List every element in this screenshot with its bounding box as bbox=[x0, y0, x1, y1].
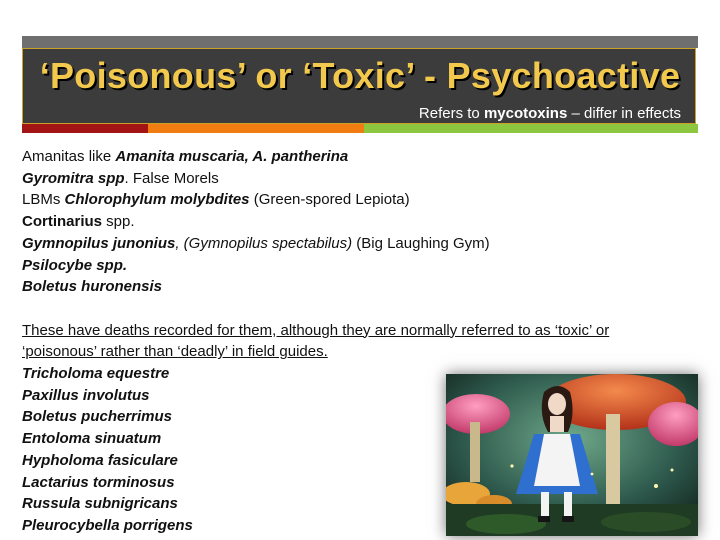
color-stripes bbox=[22, 124, 698, 133]
subtitle-before: Refers to bbox=[418, 105, 484, 122]
list-item bbox=[22, 189, 682, 211]
stripe-green bbox=[364, 124, 698, 133]
list-item: Pleurocybella porrigens bbox=[22, 516, 193, 534]
species-name: Boletus huronensis bbox=[22, 278, 163, 296]
list-item: Hypholoma fasiculare bbox=[22, 451, 178, 469]
list-item: Boletus pucherrimus bbox=[22, 408, 173, 426]
text: spp. bbox=[102, 213, 135, 231]
stripe-orange bbox=[148, 124, 364, 133]
list-item: Tricholoma equestre bbox=[22, 365, 170, 383]
species-name: Gymnopilus junonius bbox=[22, 234, 176, 252]
list-item: Lactarius torminosus bbox=[22, 473, 175, 491]
text: (Green-spored Lepiota) bbox=[249, 191, 410, 209]
list-item bbox=[22, 276, 682, 298]
subtitle-bold: mycotoxins bbox=[483, 105, 568, 122]
list-item bbox=[22, 146, 682, 168]
spacer bbox=[22, 298, 682, 320]
text: Amanitas like bbox=[22, 148, 116, 165]
slide-subtitle bbox=[419, 105, 681, 122]
list-item bbox=[22, 211, 682, 233]
list-item: Russula subnigricans bbox=[22, 495, 178, 513]
list-item bbox=[22, 255, 682, 277]
species-name: Psilocybe spp. bbox=[22, 256, 128, 274]
text: LBMs bbox=[22, 191, 65, 209]
note-line: ‘poisonous’ rather than ‘deadly’ in field guides. bbox=[22, 343, 328, 361]
note-line: These have deaths recorded for them, although they are normally referred to as ‘toxic’ or bbox=[22, 321, 610, 339]
species-name: Chlorophylum molybdites bbox=[64, 191, 250, 209]
species-name: Gyromitra spp bbox=[22, 169, 125, 187]
alice-mushroom-illustration bbox=[446, 374, 698, 536]
list-item bbox=[22, 168, 682, 190]
slide-title: ‘Poisonous’ or ‘Toxic’ - Psychoactive bbox=[39, 55, 681, 96]
subtitle-after: – differ in effects bbox=[567, 105, 681, 122]
list-item bbox=[22, 233, 682, 255]
list-item: Entoloma sinuatum bbox=[22, 430, 162, 448]
text: . False Morels bbox=[124, 169, 219, 187]
list-item: Paxillus involutus bbox=[22, 386, 150, 404]
stripe-red bbox=[22, 124, 148, 133]
species-name: Cortinarius bbox=[22, 213, 103, 231]
title-top-bar bbox=[22, 36, 698, 48]
text: , (Gymnopilus spectabilus) bbox=[175, 234, 353, 252]
illustration-svg bbox=[446, 374, 698, 536]
title-banner bbox=[22, 48, 696, 124]
text: (Big Laughing Gym) bbox=[352, 234, 490, 252]
species-name: Amanita muscaria, A. pantherina bbox=[115, 148, 349, 165]
